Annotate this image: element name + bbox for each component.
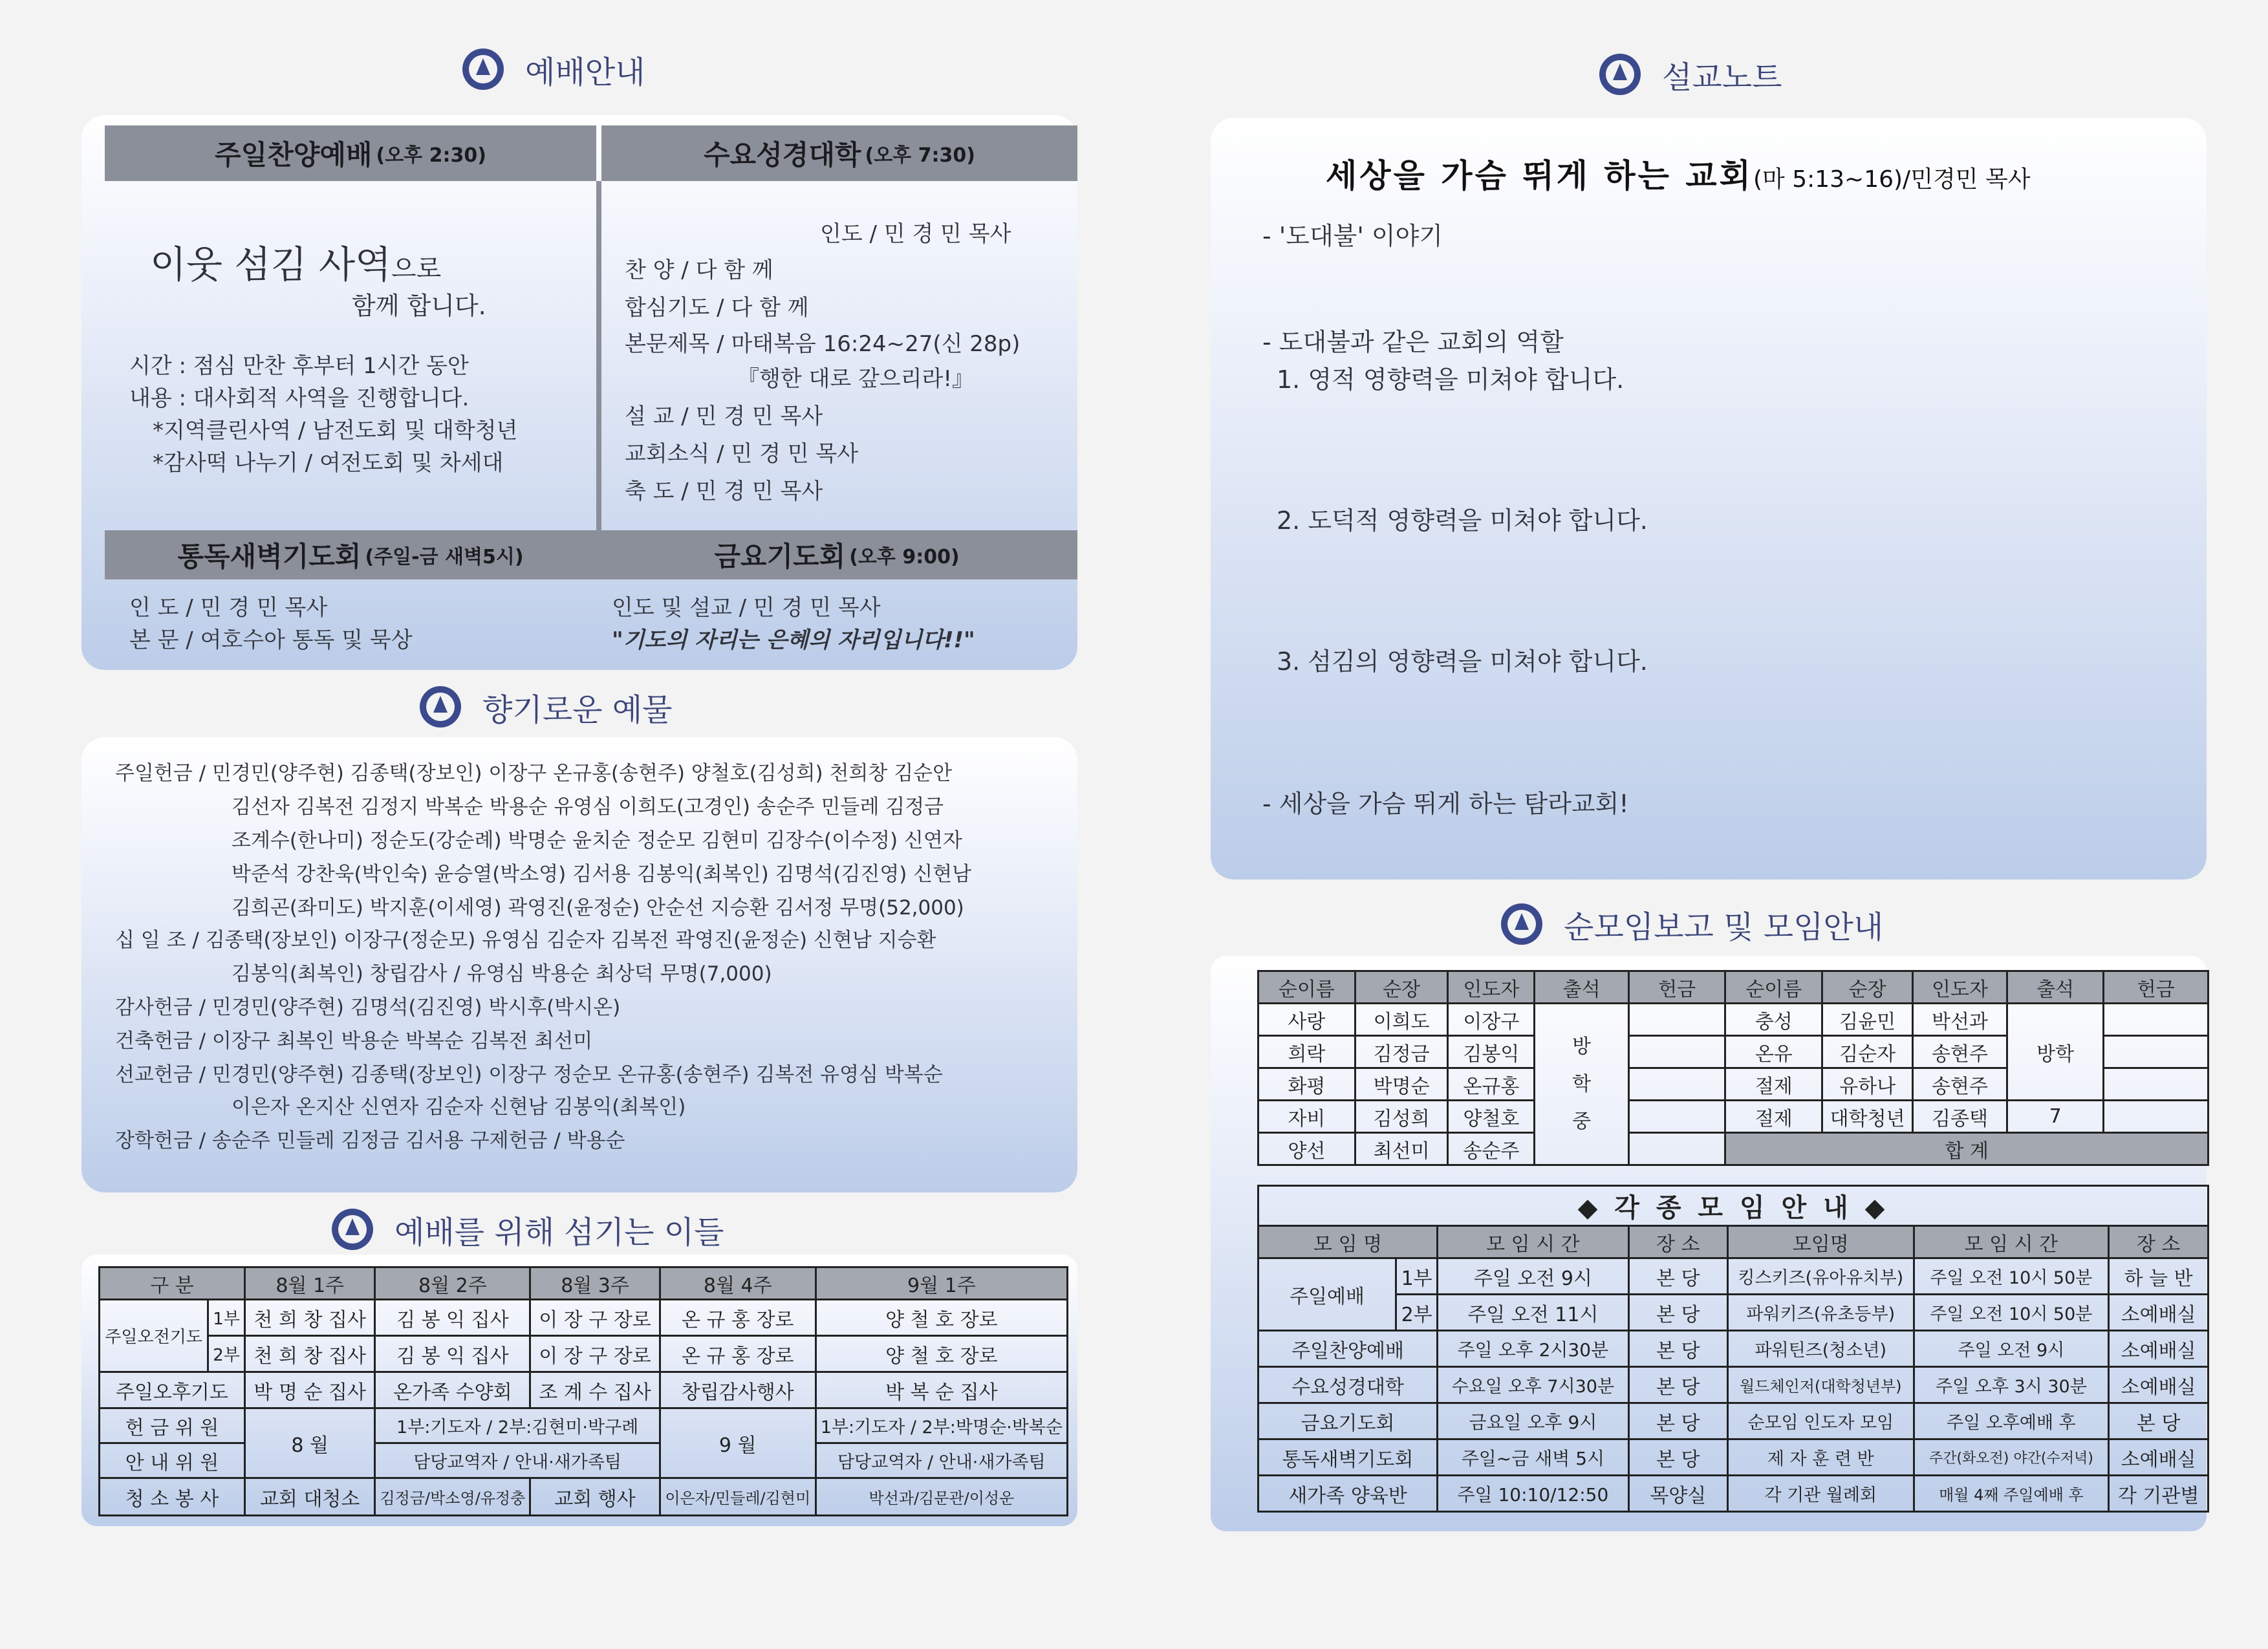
group-head: 순이름 [1725, 971, 1822, 1004]
server-cell: 온가족 수양회 [375, 1372, 530, 1408]
note-line: 2. 도덕적 영향력을 미쳐야 합니다. [1277, 506, 1648, 535]
wed-bible-bar: 수요성경대학 (오후 7:30) [601, 125, 1077, 181]
worship-info-title: 예배안내 [525, 54, 645, 91]
attendance-note: 방 학 중 [1535, 1004, 1629, 1165]
group-name: 사랑 [1258, 1004, 1355, 1036]
offering-title: 향기로운 예물 [482, 691, 673, 728]
servers-head: 9월 1주 [815, 1267, 1067, 1300]
offering-cell [1628, 1133, 1725, 1165]
dawn-leader: 인 도 / 민 경 민 목사 [129, 595, 328, 621]
sermon-title: 세상을 가슴 뛰게 하는 교회(마 5:13~16)/민경민 목사 [1326, 157, 2031, 195]
wed-program-line: 설 교 / 민 경 민 목사 [625, 404, 823, 429]
group-name: 절제 [1725, 1068, 1822, 1101]
neighbor-item-2: *감사떡 나누기 / 여전도회 및 차세대 [153, 450, 504, 476]
meet-place: 하 늘 반 [2109, 1258, 2209, 1295]
group-heading [1499, 901, 1883, 947]
meet-head: 장 소 [2109, 1226, 2209, 1258]
server-cell: 이 장 구 장로 [530, 1300, 660, 1336]
server-cell: 김 봉 익 집사 [375, 1300, 530, 1336]
meet-place: 본 당 [2109, 1403, 2209, 1439]
meet-place: 목양실 [1628, 1476, 1727, 1512]
group-name: 충성 [1725, 1004, 1822, 1036]
group-guide: 이장구 [1448, 1004, 1535, 1036]
offering-cell [1628, 1036, 1725, 1068]
note-line: - '도대불' 이야기 [1262, 222, 1443, 250]
church-emblem-icon [460, 47, 506, 92]
offering-line: 김희곤(좌미도) 박지훈(이세영) 곽영진(윤정순) 안순선 지승환 김서정 무명(52,000) [232, 896, 964, 920]
group-guide: 온규홍 [1448, 1068, 1535, 1101]
meet-time: 주일 오전 10시 50분 [1914, 1295, 2109, 1331]
group-title: 순모임보고 및 모임안내 [1564, 909, 1884, 945]
group-leader: 박명순 [1355, 1068, 1448, 1101]
meet-place: 각 기관별 [2109, 1476, 2209, 1512]
offering-line: 감사헌금 / 민경민(양주현) 김명석(김진영) 박시후(박시온) [115, 996, 621, 1019]
sub-label: 2부 [208, 1336, 245, 1372]
group-leader: 김윤민 [1822, 1004, 1913, 1036]
dawn-prayer-bar: 통독새벽기도회 (주일-금 새벽5시) [105, 530, 596, 579]
meet-place: 소예배실 [2109, 1331, 2209, 1367]
wed-program-line: 교회소식 / 민 경 민 목사 [625, 441, 859, 467]
server-cell: 양 철 호 장로 [815, 1300, 1067, 1336]
server-cell: 담당교역자 / 안내·새가족팀 [375, 1443, 660, 1478]
meet-time: 주일 오후 2시30분 [1438, 1331, 1629, 1367]
meetings-title: ◆ 각 종 모 임 안 내 ◆ [1258, 1186, 2209, 1226]
offering-cell [1628, 1004, 1725, 1036]
row-label: 안 내 위 원 [100, 1443, 245, 1478]
server-cell: 김 봉 익 집사 [375, 1336, 530, 1372]
group-head: 헌금 [1628, 971, 1725, 1004]
dawn-text: 본 문 / 여호수아 통독 및 묵상 [129, 627, 413, 653]
group-guide: 송순주 [1448, 1133, 1535, 1165]
group-leader: 김순자 [1822, 1036, 1913, 1068]
friday-leader: 인도 및 설교 / 민 경 민 목사 [612, 595, 881, 621]
meet-time: 주일 오후 3시 30분 [1914, 1367, 2109, 1403]
server-cell: 박 명 순 집사 [244, 1372, 375, 1408]
offering-line: 선교헌금 / 민경민(양주현) 김종택(장보인) 이장구 정순모 온규홍(송현주) 김복전 유영심 박복순 [115, 1063, 943, 1086]
meet-name: 월드체인저(대학청년부) [1727, 1367, 1914, 1403]
server-cell: 박 복 순 집사 [815, 1372, 1067, 1408]
group-guide: 송현주 [1913, 1036, 2007, 1068]
group-leader: 김성희 [1355, 1101, 1448, 1133]
church-emblem-icon [330, 1207, 375, 1252]
meet-place: 소예배실 [2109, 1439, 2209, 1476]
offering-cell [2104, 1068, 2209, 1101]
server-cell: 온 규 홍 장로 [660, 1300, 815, 1336]
month-cell: 9 월 [660, 1408, 815, 1478]
group-leader: 김정금 [1355, 1036, 1448, 1068]
server-cell: 조 계 수 집사 [530, 1372, 660, 1408]
meet-place: 본 당 [1628, 1258, 1727, 1295]
wed-program-line: 『행한 대로 갚으리라!』 [737, 366, 974, 392]
meet-sub: 1부 [1396, 1258, 1438, 1295]
offering-line: 이은자 온지산 신연자 김순자 신현남 김봉익(최복인) [232, 1095, 686, 1119]
servers-head: 8월 3주 [530, 1267, 660, 1300]
group-guide: 김봉익 [1448, 1036, 1535, 1068]
meet-time: 주간(화오전) 야간(수저녁) [1914, 1439, 2109, 1476]
group-leader: 최선미 [1355, 1133, 1448, 1165]
meet-name: 파워틴즈(청소년) [1727, 1331, 1914, 1367]
group-name: 자비 [1258, 1101, 1355, 1133]
group-guide: 박선과 [1913, 1004, 2007, 1036]
group-name: 양선 [1258, 1133, 1355, 1165]
row-label: 청 소 봉 사 [100, 1478, 245, 1516]
meet-head: 모임명 [1727, 1226, 1914, 1258]
meet-time: 주일 오전 9시 [1438, 1258, 1629, 1295]
group-head: 인도자 [1913, 971, 2007, 1004]
group-head: 순장 [1822, 971, 1913, 1004]
offering-line: 조계수(한나미) 정순도(강순례) 박명순 윤치순 정순모 김현미 김장수(이수정) 신연자 [232, 829, 962, 852]
sermon-note-heading [1597, 52, 1782, 97]
group-head: 순장 [1355, 971, 1448, 1004]
group-name: 온유 [1725, 1036, 1822, 1068]
offering-heading [418, 684, 672, 729]
servers-title: 예배를 위해 섬기는 이들 [394, 1214, 724, 1251]
group-guide: 송현주 [1913, 1068, 2007, 1101]
meet-time: 주일~금 새벽 5시 [1438, 1439, 1629, 1476]
meet-place: 본 당 [1628, 1367, 1727, 1403]
sermon-note-title: 설교노트 [1662, 59, 1782, 96]
server-cell: 천 희 창 집사 [244, 1300, 375, 1336]
offering-cell [2104, 1036, 2209, 1068]
servers-heading [330, 1207, 724, 1252]
neighbor-item-1: *지역클린사역 / 남전도회 및 대학청년 [153, 418, 518, 444]
meet-place: 본 당 [1628, 1403, 1727, 1439]
meet-name: 순모임 인도자 모임 [1727, 1403, 1914, 1439]
offering-line: 장학헌금 / 송순주 민들레 김정금 김서용 구제헌금 / 박용순 [115, 1129, 625, 1152]
meet-name: 주일예배 [1258, 1258, 1396, 1331]
note-line: - 도대불과 같은 교회의 역할 [1262, 328, 1564, 356]
servers-head: 8월 2주 [375, 1267, 530, 1300]
server-cell: 1부:기도자 / 2부:김현미·박구례 [375, 1408, 660, 1443]
meet-name: 파워키즈(유초등부) [1727, 1295, 1914, 1331]
group-report-table [1257, 970, 2209, 1166]
group-guide: 김종택 [1913, 1101, 2007, 1133]
server-cell: 창립감사행사 [660, 1372, 815, 1408]
meet-time: 금요일 오후 9시 [1438, 1403, 1629, 1439]
meet-name: 금요기도회 [1258, 1403, 1438, 1439]
meet-time: 주일 오후예배 후 [1914, 1403, 2109, 1439]
group-head: 인도자 [1448, 971, 1535, 1004]
total-row: 합 계 [1725, 1133, 2209, 1165]
offering-cell [2104, 1004, 2209, 1036]
offering-cell [2104, 1101, 2209, 1133]
meet-time: 주일 오전 11시 [1438, 1295, 1629, 1331]
meet-head: 모 임 명 [1258, 1226, 1438, 1258]
server-cell: 담당교역자 / 안내·새가족팀 [815, 1443, 1067, 1478]
friday-prayer-bar: 금요기도회 (오후 9:00) [596, 530, 1077, 579]
meet-name: 주일찬양예배 [1258, 1331, 1438, 1367]
neighbor-headline: 이웃 섬김 사역으로 [150, 242, 442, 286]
meet-name: 새가족 양육반 [1258, 1476, 1438, 1512]
meet-time: 주일 오전 10시 50분 [1914, 1258, 2109, 1295]
divider [596, 181, 601, 530]
group-leader: 대학청년 [1822, 1101, 1913, 1133]
offering-line: 김봉익(최복인) 창립감사 / 유영심 박용순 최상덕 무명(7,000) [232, 962, 772, 986]
group-guide: 양철호 [1448, 1101, 1535, 1133]
group-head: 헌금 [2104, 971, 2209, 1004]
meet-place: 소예배실 [2109, 1367, 2209, 1403]
church-emblem-icon [418, 684, 463, 729]
meet-head: 모 임 시 간 [1438, 1226, 1629, 1258]
group-leader: 유하나 [1822, 1068, 1913, 1101]
server-cell: 천 희 창 집사 [244, 1336, 375, 1372]
wed-program-line: 축 도 / 민 경 민 목사 [625, 479, 823, 504]
meetings-table [1257, 1185, 2209, 1513]
church-emblem-icon [1499, 901, 1544, 947]
note-line: - 세상을 가슴 뛰게 하는 탐라교회! [1262, 790, 1629, 818]
meet-head: 모 임 시 간 [1914, 1226, 2109, 1258]
group-name: 화평 [1258, 1068, 1355, 1101]
row-label: 주일오전기도 [100, 1300, 208, 1372]
row-label: 주일오후기도 [100, 1372, 245, 1408]
meet-time: 매월 4째 주일예배 후 [1914, 1476, 2109, 1512]
server-cell: 이은자/민들레/김현미 [660, 1478, 815, 1516]
offering-line: 주일헌금 / 민경민(양주현) 김종택(장보인) 이장구 온규홍(송현주) 양철호(김성희) 천희창 김순안 [115, 762, 953, 785]
servers-head: 8월 1주 [244, 1267, 375, 1300]
meet-place: 본 당 [1628, 1331, 1727, 1367]
server-cell: 김정금/박소영/유정충 [375, 1478, 530, 1516]
meet-head: 장 소 [1628, 1226, 1727, 1258]
group-head: 순이름 [1258, 971, 1355, 1004]
meet-sub: 2부 [1396, 1295, 1438, 1331]
meet-name: 각 기관 월례회 [1727, 1476, 1914, 1512]
offering-cell [1628, 1101, 1725, 1133]
church-emblem-icon [1597, 52, 1643, 97]
wed-program-line: 찬 양 / 다 함 께 [625, 257, 773, 283]
offering-line: 김선자 김복전 김정지 박복순 박용순 유영심 이희도(고경인) 송순주 민들레 김정금 [232, 795, 944, 819]
wed-program-line: 인도 / 민 경 민 목사 [820, 221, 1011, 247]
group-name: 희락 [1258, 1036, 1355, 1068]
server-cell: 박선과/김문관/이성운 [815, 1478, 1067, 1516]
worship-info-heading [460, 47, 645, 92]
meet-name: 통독새벽기도회 [1258, 1439, 1438, 1476]
sub-label: 1부 [208, 1300, 245, 1336]
servers-head: 8월 4주 [660, 1267, 815, 1300]
note-line: 1. 영적 영향력을 미쳐야 합니다. [1277, 365, 1625, 394]
note-line: 3. 섬김의 영향력을 미쳐야 합니다. [1277, 647, 1648, 676]
meet-time: 주일 오전 9시 [1914, 1331, 2109, 1367]
server-cell: 이 장 구 장로 [530, 1336, 660, 1372]
group-head: 출석 [1535, 971, 1629, 1004]
attendance-note: 방학 [2007, 1004, 2104, 1101]
servers-table [98, 1266, 1068, 1516]
attendance-count: 7 [2007, 1101, 2104, 1133]
neighbor-subline: 함께 합니다. [352, 292, 486, 320]
neighbor-content: 내용 : 대사회적 사역을 진행합니다. [129, 385, 470, 411]
meet-name: 킹스키즈(유아유치부) [1727, 1258, 1914, 1295]
row-label: 헌 금 위 원 [100, 1408, 245, 1443]
server-cell: 온 규 홍 장로 [660, 1336, 815, 1372]
meet-place: 본 당 [1628, 1439, 1727, 1476]
offering-cell [1628, 1068, 1725, 1101]
server-cell: 교회 행사 [530, 1478, 660, 1516]
group-leader: 이희도 [1355, 1004, 1448, 1036]
servers-head: 구 분 [100, 1267, 245, 1300]
meet-time: 주일 10:10/12:50 [1438, 1476, 1629, 1512]
wed-program-line: 본문제목 / 마태복음 16:24~27(신 28p) [625, 331, 1021, 357]
meet-name: 제 자 훈 련 반 [1727, 1439, 1914, 1476]
month-cell: 8 월 [244, 1408, 375, 1478]
friday-motto: "기도의 자리는 은혜의 자리입니다!!" [612, 627, 975, 653]
wed-program-line: 합심기도 / 다 함 께 [625, 295, 809, 321]
server-cell: 교회 대청소 [244, 1478, 375, 1516]
neighbor-time: 시간 : 점심 만찬 후부터 1시간 동안 [129, 353, 469, 379]
meet-time: 수요일 오후 7시30분 [1438, 1367, 1629, 1403]
group-name: 절제 [1725, 1101, 1822, 1133]
group-head: 출석 [2007, 971, 2104, 1004]
meet-place: 소예배실 [2109, 1295, 2209, 1331]
offering-line: 박준석 강찬욱(박인숙) 윤승열(박소영) 김서용 김봉익(최복인) 김명석(김진영) 신현남 [232, 863, 972, 886]
server-cell: 1부:기도자 / 2부:박명순·박복순 [815, 1408, 1067, 1443]
sunday-praise-bar: 주일찬양예배 (오후 2:30) [105, 125, 596, 181]
offering-line: 십 일 조 / 김종택(장보인) 이장구(정순모) 유영심 김순자 김복전 곽영진(윤정순) 신현남 지승환 [115, 929, 936, 952]
meet-name: 수요성경대학 [1258, 1367, 1438, 1403]
server-cell: 양 철 호 장로 [815, 1336, 1067, 1372]
offering-line: 건축헌금 / 이장구 최복인 박용순 박복순 김복전 최선미 [115, 1029, 593, 1053]
meet-place: 본 당 [1628, 1295, 1727, 1331]
